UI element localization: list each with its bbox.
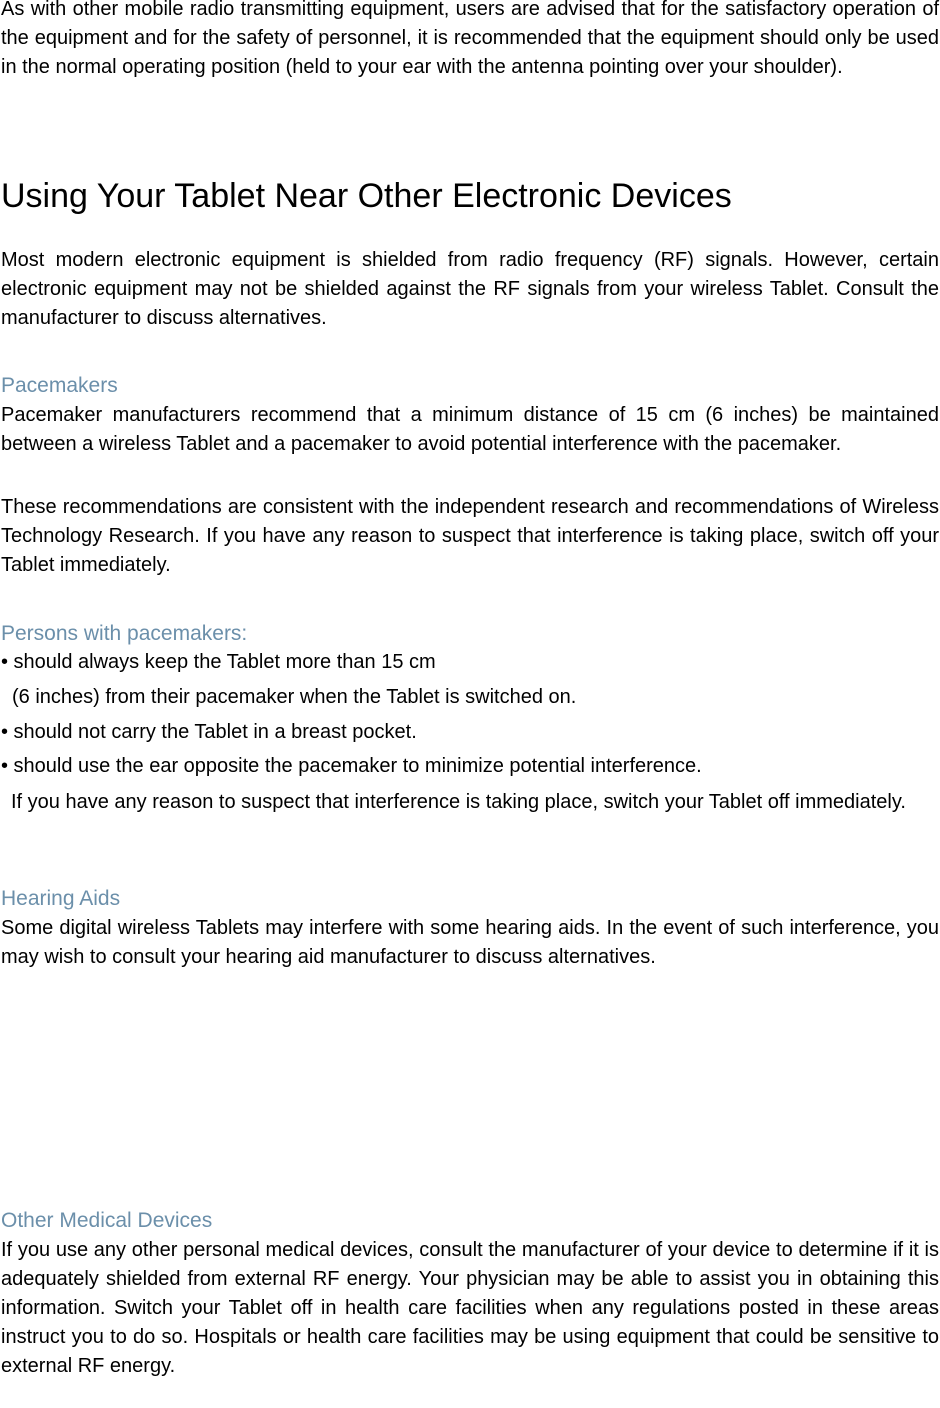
pacemakers-heading: Pacemakers — [1, 374, 118, 397]
bullet-1-continuation: (6 inches) from their pacemaker when the Tablet is switched on. — [12, 686, 577, 708]
persons-heading: Persons with pacemakers: — [1, 622, 248, 645]
bullet-1: • should always keep the Tablet more than 15 cm — [1, 651, 436, 673]
medical-paragraph: If you use any other personal medical devices, consult the manufacturer of your device to determine if it is adequately shielded from external RF energy. Your physician may be able to assist you in obtaining this information. Switch your Tablet off in health care facilities when any regulations posted in these areas instruct you to do so. Hospitals or health care facilities may be using equipment that could be sensitive to external RF energy. — [1, 1239, 939, 1377]
medical-heading: Other Medical Devices — [1, 1209, 213, 1232]
pacemakers-paragraph-1: Pacemaker manufacturers recommend that a minimum distance of 15 cm (6 inches) be maintained between a wireless Tablet and a pacemaker to avoid potential interference with the pacemaker. — [1, 404, 939, 455]
bullet-3: • should use the ear opposite the pacemaker to minimize potential interference. — [1, 755, 702, 777]
bullet-2: • should not carry the Tablet in a breast pocket. — [1, 721, 417, 743]
intro-paragraph: As with other mobile radio transmitting equipment, users are advised that for the satisfactory operation of the equipment and for the safety of personnel, it is recommended that the equipment should only be used in the normal operating position (held to your ear with the antenna pointing over your shoulder). — [1, 0, 939, 78]
pacemakers-paragraph-2: These recommendations are consistent with the independent research and recommendations of Wireless Technology Research. If you have any reason to suspect that interference is taking place, switch off your Tablet immediately. — [1, 496, 939, 576]
hearing-paragraph: Some digital wireless Tablets may interfere with some hearing aids. In the event of such interference, you may wish to consult your hearing aid manufacturer to discuss alternatives. — [1, 917, 939, 968]
persons-note: If you have any reason to suspect that interference is taking place, switch your Tablet off immediately. — [11, 791, 906, 813]
hearing-heading: Hearing Aids — [1, 887, 121, 910]
section-title: Using Your Tablet Near Other Electronic Devices — [1, 177, 732, 215]
section-paragraph: Most modern electronic equipment is shielded from radio frequency (RF) signals. However, certain electronic equipment may not be shielded against the RF signals from your wireless Tablet. Consult the manufacturer to discuss alternatives. — [1, 249, 939, 329]
